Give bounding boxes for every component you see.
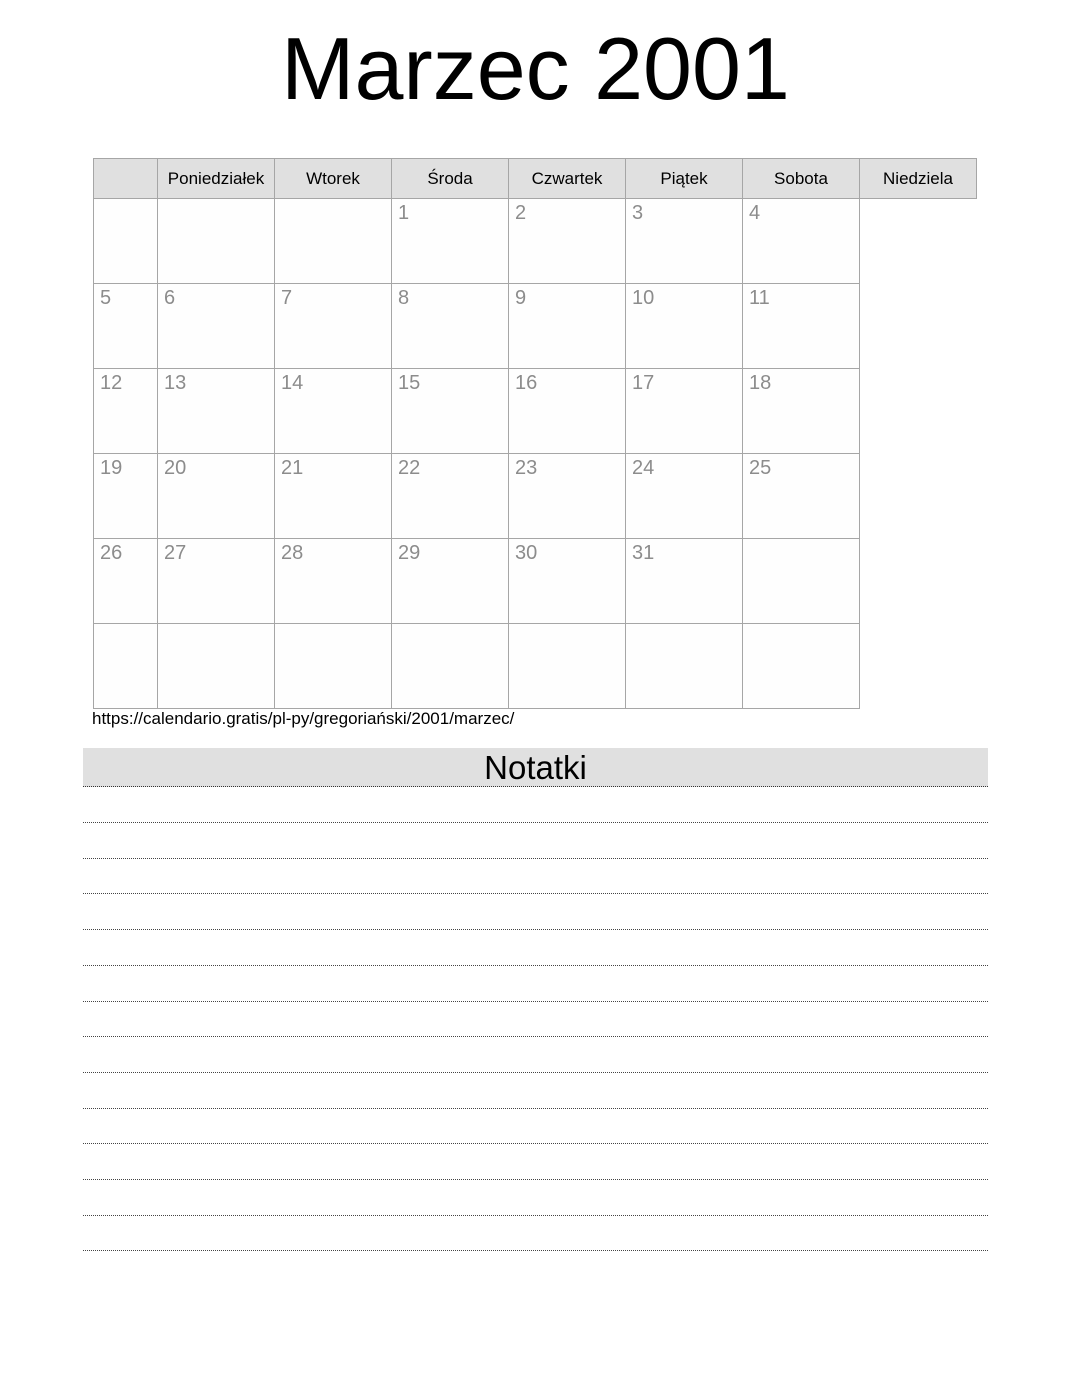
day-cell: 25 — [743, 454, 860, 539]
day-cell: 16 — [509, 369, 626, 454]
week-row — [94, 284, 977, 369]
day-cell-empty — [158, 624, 275, 709]
day-cell: 15 — [392, 369, 509, 454]
day-cell: 10 — [626, 284, 743, 369]
day-cell: 29 — [392, 539, 509, 624]
day-cell-empty — [509, 624, 626, 709]
day-cell: 8 — [392, 284, 509, 369]
day-cell: 22 — [392, 454, 509, 539]
day-cell-empty — [626, 624, 743, 709]
note-line — [83, 1108, 988, 1109]
day-cell-empty — [275, 624, 392, 709]
week-row — [94, 199, 977, 284]
day-cell: 30 — [509, 539, 626, 624]
weekday-header: Środa — [392, 159, 509, 199]
day-cell: 27 — [158, 539, 275, 624]
day-cell: 14 — [275, 369, 392, 454]
note-line — [83, 1250, 988, 1251]
source-url: https://calendario.gratis/pl-py/gregoriański/2001/marzec/ — [92, 709, 515, 728]
day-cell: 18 — [743, 369, 860, 454]
day-cell-empty — [275, 199, 392, 284]
weekday-header: Sobota — [743, 159, 860, 199]
day-cell: 2 — [509, 199, 626, 284]
page-title: Marzec 2001 — [281, 19, 790, 118]
day-cell: 24 — [626, 454, 743, 539]
weekday-header: Poniedziałek — [158, 159, 275, 199]
calendar-body — [94, 199, 977, 709]
day-cell: 3 — [626, 199, 743, 284]
day-cell: 6 — [158, 284, 275, 369]
day-cell: 1 — [392, 199, 509, 284]
note-line — [83, 893, 988, 894]
note-line — [83, 1001, 988, 1002]
weekday-header: Czwartek — [509, 159, 626, 199]
note-line — [83, 1143, 988, 1144]
calendar-left-gutter — [94, 159, 158, 199]
week-row — [94, 369, 977, 454]
note-line — [83, 822, 988, 823]
day-cell-empty — [94, 624, 158, 709]
day-cell: 9 — [509, 284, 626, 369]
weekday-header: Niedziela — [860, 159, 977, 199]
note-line — [83, 1215, 988, 1216]
note-line — [83, 1072, 988, 1073]
day-cell: 28 — [275, 539, 392, 624]
week-row — [94, 539, 977, 624]
day-cell-empty — [743, 539, 860, 624]
day-cell: 5 — [94, 284, 158, 369]
day-cell: 4 — [743, 199, 860, 284]
day-cell: 23 — [509, 454, 626, 539]
day-cell: 17 — [626, 369, 743, 454]
calendar-table — [93, 158, 977, 709]
note-line — [83, 858, 988, 859]
note-line — [83, 1036, 988, 1037]
day-cell: 12 — [94, 369, 158, 454]
day-cell-empty — [94, 199, 158, 284]
day-cell: 20 — [158, 454, 275, 539]
day-cell: 21 — [275, 454, 392, 539]
day-cell: 26 — [94, 539, 158, 624]
note-line — [83, 1179, 988, 1180]
weekday-header-row — [94, 159, 977, 199]
calendar — [93, 158, 977, 709]
day-cell-empty — [743, 624, 860, 709]
day-cell: 13 — [158, 369, 275, 454]
day-cell: 19 — [94, 454, 158, 539]
day-cell-empty — [392, 624, 509, 709]
note-line — [83, 965, 988, 966]
week-row — [94, 454, 977, 539]
weekday-header: Piątek — [626, 159, 743, 199]
notes-section-title: Notatki — [83, 748, 988, 787]
weekday-header: Wtorek — [275, 159, 392, 199]
week-row — [94, 624, 977, 709]
day-cell-empty — [158, 199, 275, 284]
day-cell: 11 — [743, 284, 860, 369]
day-cell: 31 — [626, 539, 743, 624]
day-cell: 7 — [275, 284, 392, 369]
note-line — [83, 929, 988, 930]
